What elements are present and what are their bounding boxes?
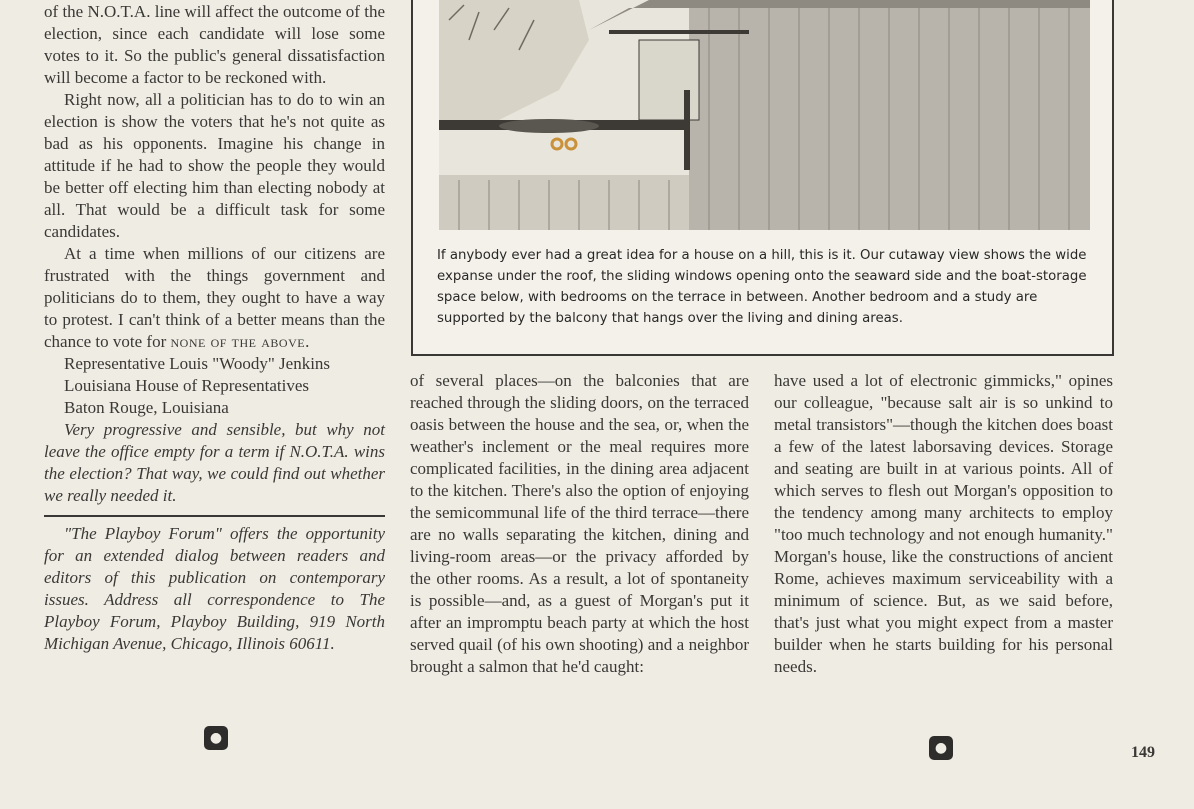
signature-organization: Louisiana House of Representatives <box>64 376 310 395</box>
letter-paragraph-3: At a time when millions of our citizens are frustrated with the things government and politicians do to them, they ought to have a way to protest. I can't think of a better means than the chance to vote for none of the above. <box>44 244 385 351</box>
playboy-bunny-icon: ● <box>204 726 228 750</box>
house-cutaway-illustration <box>439 0 1090 230</box>
divider <box>44 515 385 517</box>
illustration-figure <box>411 0 1114 356</box>
article-paragraph: of several places—on the balconies that are reached through the sliding doors, on the terraced oasis between the house and the sea, or, when the weather's inclement or the meal requires more complicated facilities, in the dining area adjacent to the kitchen. There's also the option of enjoying the semicommunal life of the third terrace—there are no walls separating the kitchen, dining and living-room areas—or the privacy afforded by the other rooms. As a result, a lot of spontaneity is possible—and, as a guest of Morgan's put it after an impromptu beach party at which the host served quail (of his own shooting) and a neighbor brought a salmon that he'd caught: <box>410 371 749 676</box>
middle-column <box>410 370 749 678</box>
right-column <box>774 370 1113 678</box>
signature-place: Baton Rouge, Louisiana <box>64 398 229 417</box>
letter-paragraph-1: of the N.O.T.A. line will affect the outcome of the election, since each candidate will lose some votes to it. So the public's general dissatisfaction will become a factor to be reckoned with. <box>44 2 385 87</box>
left-column <box>44 1 385 655</box>
page-number: 149 <box>1131 744 1155 761</box>
forum-note: "The Playboy Forum" offers the opportunity for an extended dialog between readers and editors of this publication on contemporary issues. Address all correspondence to The Playboy Forum, Playboy Building, 919 North Michigan Avenue, Chicago, Illinois 60611. <box>44 524 385 653</box>
letter-paragraph-2: Right now, all a politician has to do to win an election is show the voters that he's not quite as bad as his opponents. Imagine his change in attitude if he had to show the people they would be better off electing him than electing nobody at all. That would be a difficult task for some candidates. <box>44 90 385 241</box>
playboy-bunny-icon: ● <box>929 736 953 760</box>
signature-name: Representative Louis "Woody" Jenkins <box>64 354 331 373</box>
figure-caption: If anybody ever had a great idea for a house on a hill, this is it. Our cutaway view shows the wide expanse under the roof, the sliding windows opening onto the seaward side and the boat-storage space below, with bedrooms on the terrace in between. Another bedroom and a study are supported by the balcony that hangs over the living and dining areas. <box>437 248 1087 326</box>
article-paragraph: have used a lot of electronic gimmicks," opines our colleague, "because salt air is so unkind to metal transistors"—though the kitchen does boast a few of the latest laborsaving devices. Storage and seating are built in at various points. All of which serves to flesh out Morgan's opposition to the tendency among many architects to employ "too much technology and not enough humanity." Morgan's house, like the constructions of ancient Rome, achieves maximum serviceability with a minimum of science. But, as we said before, that's just what you might expect from a master builder when he starts building for his personal needs. <box>774 371 1113 676</box>
editor-reply: Very progressive and sensible, but why not leave the office empty for a term if N.O.T.A. wins the election? That way, we could find out whether we really needed it. <box>44 420 385 505</box>
letter-signature <box>64 353 385 419</box>
